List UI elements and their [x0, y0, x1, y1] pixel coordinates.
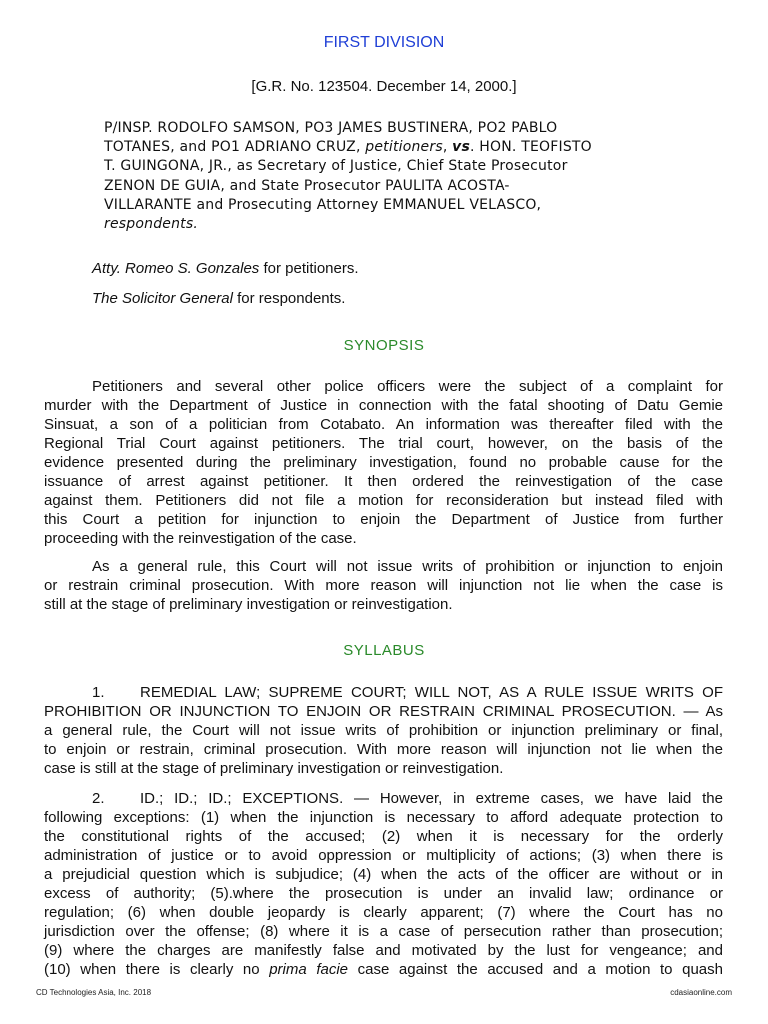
- parties-line-3: T. GUINGONA, JR., as Secretary of Justice, Chief State Prosecutor: [104, 158, 568, 175]
- parties-line-1: P/INSP. RODOLFO SAMSON, PO3 JAMES BUSTINERA, PO2 PABLO: [104, 120, 558, 136]
- counsel-respondents-name: The Solicitor General: [92, 290, 233, 307]
- syllabus-item-1: 1. REMEDIAL LAW; SUPREME COURT; WILL NOT, AS A RULE ISSUE WRITS OF PROHIBITION OR INJUNCTION TO ENJOIN OR RESTRAIN CRIMINAL PROSECUTION. — As a general rule, the Court will not issue writs of prohibition or injunction preliminary or final, to enjoin or restrain, criminal prosecution. With more reason will injunction not lie when the case is still at the stage of preliminary investigation or reinvestigation.: [44, 684, 723, 777]
- syllabus-item-2-number: 2.: [92, 790, 105, 807]
- parties-line-5: VILLARANTE and Prosecuting Attorney EMMANUEL VELASCO,: [104, 196, 542, 213]
- parties-line-2: TOTANES, and PO1 ADRIANO CRUZ, petitioners, vs. HON. TEOFISTO: [104, 139, 592, 156]
- division-title: FIRST DIVISION: [323, 34, 445, 51]
- counsel-petitioners: Atty. Romeo S. Gonzales for petitioners.: [92, 260, 359, 277]
- counsel-petitioners-name: Atty. Romeo S. Gonzales: [92, 260, 260, 277]
- case-number: [G.R. No. 123504. December 14, 2000.]: [251, 78, 517, 95]
- parties-line-4: ZENON DE GUIA, and State Prosecutor PAULITA ACOSTA-: [104, 177, 510, 194]
- syllabus-heading: SYLLABUS: [343, 642, 425, 659]
- footer-website: cdasiaonline.com: [670, 988, 732, 997]
- footer-publisher: CD Technologies Asia, Inc. 2018: [36, 988, 152, 997]
- synopsis-paragraph-1: Petitioners and several other police officers were the subject of a complaint for murder with the Department of Justice in connection with the fatal shooting of Datu Gemie Sinsuat, a son of a politician from Cotabato. An information was thereafter filed with the Regional Trial Court against petitioners. The trial court, however, on the basis of the evidence presented during the preliminary investigation, found no probable cause for the issuance of arrest against petitioner. It then ordered the reinvestigation of the case against them. Petitioners did not file a motion for reconsideration but instead filed with this Court a petition for injunction to enjoin the Department of Justice from further proceeding with the reinvestigation of the case.: [44, 378, 723, 547]
- parties-line-6: respondents.: [104, 216, 198, 233]
- synopsis-paragraph-2: As a general rule, this Court will not issue writs of prohibition or injunction to enjoin or restrain criminal prosecution. With more reason will injunction not lie when the case is still at the stage of preliminary investigation or reinvestigation.: [44, 558, 723, 613]
- synopsis-heading: SYNOPSIS: [343, 337, 425, 354]
- syllabus-item-2: 2. ID.; ID.; ID.; EXCEPTIONS. — However, in extreme cases, we have laid the following exceptions: (1) when the injunction is necessary to afford adequate protection to the constitutional rights of the accused; (2) when it is necessary for the orderly administration of justice or to avoid oppression or multiplicity of actions; (3) when there is a prejudicial question which is subjudice; (4) when the acts of the officer are without or in excess of authority; (5).where the prosecution is under an invalid law; ordinance or regulation; (6) when double jeopardy is clearly apparent; (7) where the Court has no jurisdiction over the offense; (8) where it is a case of persecution rather than prosecution; (9) where the charges are manifestly false and motivated by the lust for vengeance; and (10) when there is clearly no prima facie case against the accused and a motion to quash: [44, 790, 723, 978]
- counsel-respondents: The Solicitor General for respondents.: [92, 290, 346, 307]
- syllabus-item-1-number: 1.: [92, 684, 105, 701]
- case-parties: [104, 119, 674, 234]
